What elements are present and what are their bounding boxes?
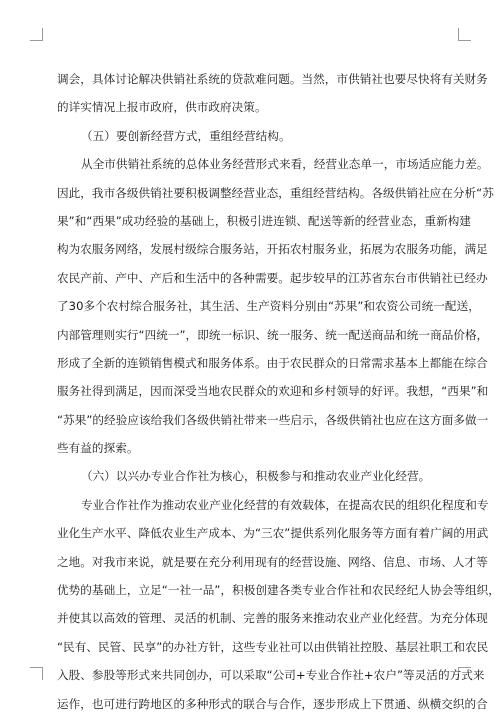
text-line: 优势的基础上，立足“一社一品”，积极创建各类专业合作社和农民经纪人协会等组织， [57,583,500,598]
text-line: “苏果”的经验应该给我们各级供销社带来一些启示，各级供销社也应在这方面多做一 [57,412,489,427]
text-line: 果”和“西果”成功经验的基础上，积极引进连锁、配送等新的经营业态，重新构建 [57,213,472,228]
crop-mark-bottom-left [30,667,43,680]
text-line: 的详实情况上报市政府，供市政府决策。 [57,100,267,115]
section-heading-6: （六）以兴办专业合作社为核心，积极参与和推动农业产业化经营。 [81,469,431,484]
text-line: 并使其以高效的管理、灵活的机制、完善的服务来推动农业产业化经营。为充分体现 [57,611,488,626]
body-text [57,65,500,718]
crop-mark-top-left [30,28,43,41]
text-line: 内部管理则实行“四统一”，即统一标识、统一服务、统一配送商品和统一商品价格， [57,327,489,342]
text-line: 专业合作社作为推动农业产业化经营的有效载体，在提高农民的组织化程度和专 [81,497,489,512]
text-line: 构为农服务网络，发展村级综合服务站，开拓农村服务业，拓展为农服务功能，满足 [57,242,488,257]
section-heading-5: （五）要创新经营方式，重组经营结构。 [81,128,291,143]
text-line: 因此，我市各级供销社要积极调整经营业态，重组经营结构。各级供销社应在分析“苏 [57,185,494,200]
crop-mark-top-right [458,28,471,41]
text-line: 业化生产水平、降低农业生产成本、为“三农”提供系列化服务等方面有着广阔的用武 [57,526,489,541]
text-line: 入股、参股等形式来共同创办，可以采取“公司+专业合作社+农户”等灵活的方式来 [57,668,485,683]
text-line: 服务社得到满足，因而深受当地农民群众的欢迎和乡村领导的好评。我想，“西果”和 [57,384,489,399]
text-line: 调会，具体讨论解决供销社系统的贷款难问题。当然，市供销社也要尽快将有关财务 [57,72,488,86]
text-line: 些有益的探索。 [57,441,139,456]
text-line: “民有、民管、民享”的办社方针，这些专业社可以由供销社控股、基层社职工和农民 [57,639,489,654]
text-line: 之地。对我市来说，就是要在充分利用现有的经营设施、网络、信息、市场、人才等 [57,554,488,569]
text-line: 了30多个农村综合服务社，其生活、生产资料分别由“苏果”和农资公司统一配送， [57,299,480,314]
text-line: 农民产前、产中、产后和生活中的各种需要。起步较早的江苏省东台市供销社已经办 [57,270,488,285]
text-line: 运作，也可进行跨地区的多种形式的联合与合作，逐步形成上下贯通、纵横交织的合 [57,696,488,711]
text-line: 从全市供销社系统的总体业务经营形式来看，经营业态单一，市场适应能力差。 [81,157,489,172]
text-line: 形成了全新的连锁销售模式和服务体系。由于农民群众的日常需求基本上都能在综合 [57,355,488,370]
